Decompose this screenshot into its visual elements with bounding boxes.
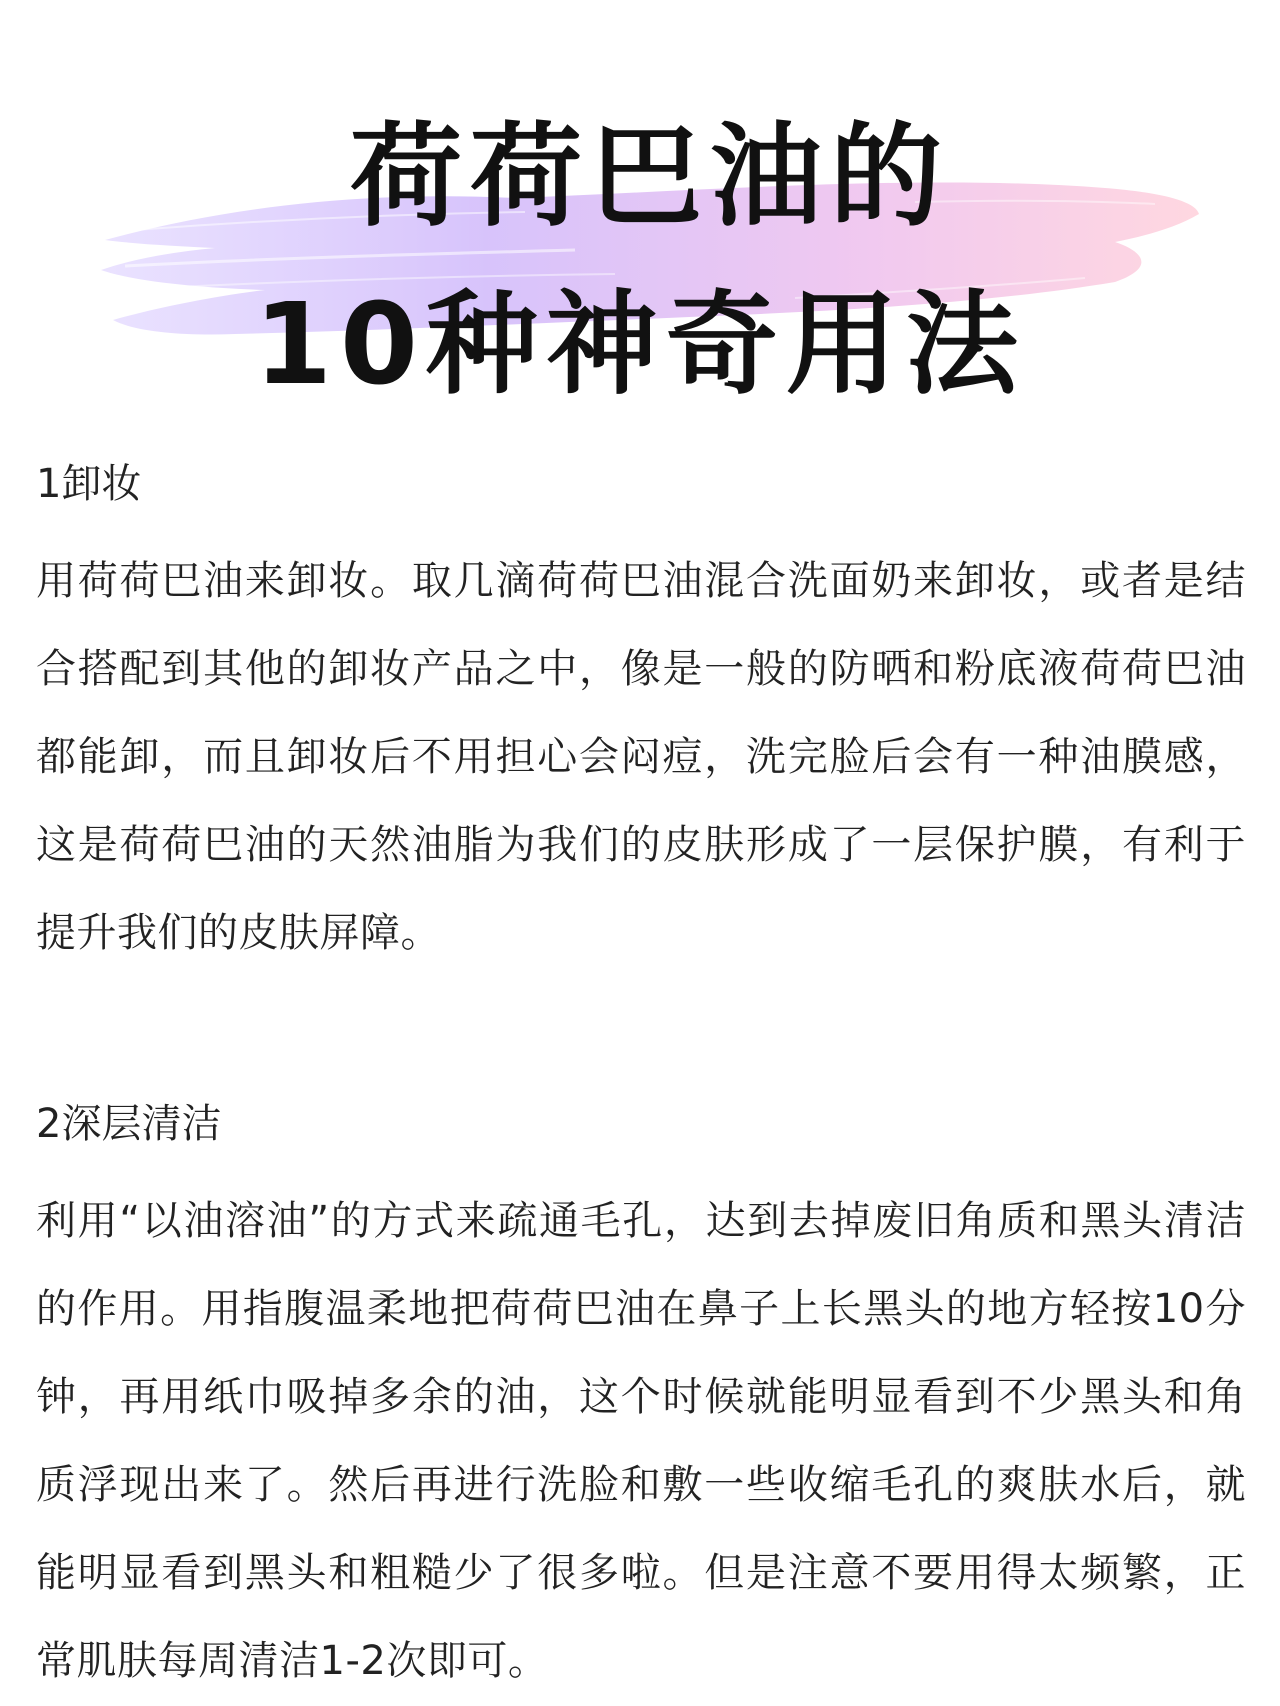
section-heading: 1卸妆 (36, 461, 142, 507)
section-makeup-removal (36, 455, 1246, 977)
page-title-line-2: 10种神奇用法 (254, 280, 1026, 410)
section-body: 利用“以油溶油”的方式来疏通毛孔，达到去掉废旧角质和黑头清洁的作用。用指腹温柔地把荷荷巴油在鼻子上长黑头的地方轻按10分钟，再用纸巾吸掉多余的油，这个时候就能明显看到不少黑头和角质浮现出来了。然后再进行洗脸和敷一些收缩毛孔的爽肤水后，就能明显看到黑头和粗糙少了很多啦。但是注意不要用得太频繁，正常肌肤每周清洁1-2次即可。 (36, 1198, 1246, 1684)
article-content (36, 455, 1246, 1705)
section-heading: 2深层清洁 (36, 1101, 222, 1147)
section-body: 用荷荷巴油来卸妆。取几滴荷荷巴油混合洗面奶来卸妆，或者是结合搭配到其他的卸妆产品之中，像是一般的防晒和粉底液荷荷巴油都能卸，而且卸妆后不用担心会闷痘，洗完脸后会有一种油膜感，这是荷荷巴油的天然油脂为我们的皮肤形成了一层保护膜，有利于提升我们的皮肤屏障。 (36, 558, 1246, 956)
page-title-line-1: 荷荷巴油的 (350, 112, 950, 242)
section-deep-cleansing (36, 1095, 1246, 1705)
title-area (0, 0, 1280, 430)
